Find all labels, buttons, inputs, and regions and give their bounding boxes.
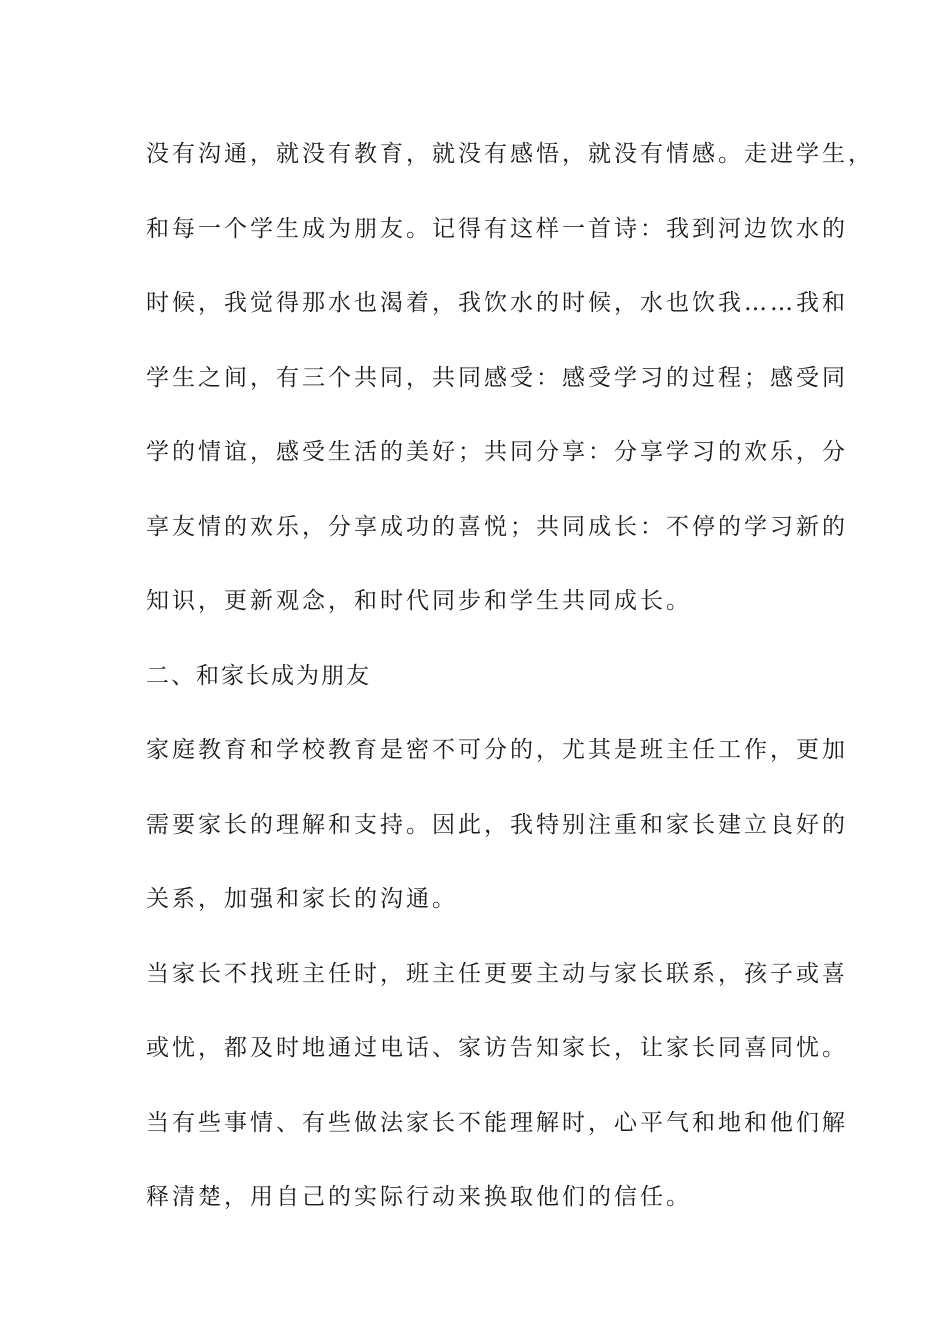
paragraph-line: 释清楚，用自己的实际行动来换取他们的信任。 xyxy=(146,1184,692,1210)
paragraph-line: 和每一个学生成为朋友。记得有这样一首诗：我到河边饮水的 xyxy=(146,215,848,242)
section-heading: 二、和家长成为朋友 xyxy=(146,662,371,689)
paragraph-line: 或忧，都及时地通过电话、家访告知家长，让家长同喜同忧。 xyxy=(146,1035,848,1061)
paragraph-line: 关系，加强和家长的沟通。 xyxy=(146,886,458,912)
paragraph-line: 时候，我觉得那水也渴着，我饮水的时候，水也饮我……我和 xyxy=(146,290,848,316)
paragraph-line: 学的情谊，感受生活的美好；共同分享：分享学习的欢乐，分 xyxy=(146,439,848,465)
document-body xyxy=(146,129,874,1247)
paragraph-line: 没有沟通，就没有教育，就没有感悟，就没有情感。走进学生， xyxy=(146,141,874,167)
paragraph-line: 需要家长的理解和支持。因此，我特别注重和家长建立良好的 xyxy=(146,811,848,838)
paragraph-line: 享友情的欢乐，分享成功的喜悦；共同成长：不停的学习新的 xyxy=(146,513,848,540)
paragraph-line: 知识，更新观念，和时代同步和学生共同成长。 xyxy=(146,588,692,614)
paragraph-line: 当有些事情、有些做法家长不能理解时，心平气和地和他们解 xyxy=(146,1109,848,1136)
paragraph-line: 学生之间，有三个共同，共同感受：感受学习的过程；感受同 xyxy=(146,364,848,391)
paragraph-line: 当家长不找班主任时，班主任更要主动与家长联系，孩子或喜 xyxy=(146,960,848,987)
paragraph-line: 家庭教育和学校教育是密不可分的，尤其是班主任工作，更加 xyxy=(146,737,848,763)
